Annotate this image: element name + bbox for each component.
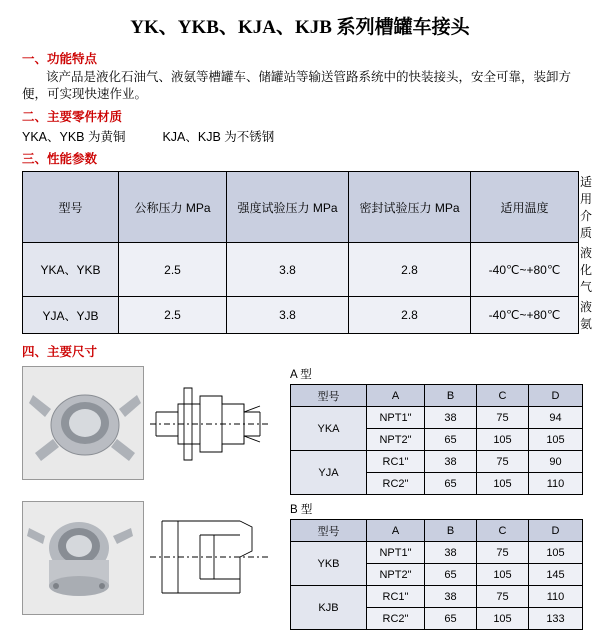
perf-cell-nominal: 2.5 [119, 243, 227, 297]
product-photo-b [22, 501, 144, 615]
size-b-cell-C: 75 [477, 586, 529, 608]
size-a-model-yka: YKA [291, 407, 367, 451]
size-a-cell-A: RC1" [367, 451, 425, 473]
size-b-cell-A: RC2" [367, 608, 425, 630]
size-b-col-model: 型号 [291, 520, 367, 542]
size-a-cell-C: 75 [477, 407, 529, 429]
size-a-col-A: A [367, 385, 425, 407]
perf-col-model: 型号 [23, 172, 119, 243]
table-row [291, 407, 583, 429]
perf-cell-strength: 3.8 [227, 243, 349, 297]
table-row: YKA、YKB 2.5 3.8 2.8 -40℃~+80℃ 液化气 [23, 243, 579, 297]
size-a-cell-C: 75 [477, 451, 529, 473]
perf-cell-nominal: 2.5 [119, 297, 227, 334]
dimension-row-a [22, 366, 600, 495]
size-table-b [290, 519, 583, 630]
performance-table [22, 171, 593, 334]
size-a-col-D: D [529, 385, 583, 407]
size-b-cell-D: 110 [529, 586, 583, 608]
perf-col-temperature: 适用温度 [471, 172, 579, 243]
table-row [291, 542, 583, 564]
size-a-col-B: B [425, 385, 477, 407]
size-a-col-model: 型号 [291, 385, 367, 407]
size-a-cell-B: 65 [425, 429, 477, 451]
size-table-b-wrap [290, 501, 583, 630]
page-title: YK、YKB、KJA、KJB 系列槽罐车接头 [130, 17, 470, 38]
size-a-cell-C: 105 [477, 473, 529, 495]
size-a-col-C: C [477, 385, 529, 407]
section-heading-performance: 三、性能参数 [22, 152, 98, 166]
size-b-cell-C: 105 [477, 564, 529, 586]
table-header-row [291, 520, 583, 542]
size-b-cell-B: 38 [425, 542, 477, 564]
perf-cell-model: YJA、YJB [23, 297, 119, 334]
size-b-cell-D: 145 [529, 564, 583, 586]
size-a-cell-D: 94 [529, 407, 583, 429]
size-a-cell-B: 38 [425, 407, 477, 429]
size-b-col-C: C [477, 520, 529, 542]
dimensions-area [0, 366, 600, 630]
size-b-cell-B: 65 [425, 564, 477, 586]
table-header-row [291, 385, 583, 407]
drawing-a-svg [148, 366, 278, 478]
technical-drawing-a [148, 366, 278, 478]
section-heading-features: 一、功能特点 [22, 52, 98, 66]
size-b-cell-B: 38 [425, 586, 477, 608]
size-b-cell-A: RC1" [367, 586, 425, 608]
size-b-col-A: A [367, 520, 425, 542]
perf-cell-model: YKA、YKB [23, 243, 119, 297]
perf-cell-temp: -40℃~+80℃ [471, 297, 579, 334]
size-b-cell-D: 133 [529, 608, 583, 630]
size-table-a [290, 384, 583, 495]
photo-b-illustration [23, 502, 143, 614]
perf-cell-seal: 2.8 [349, 297, 471, 334]
material-line-steel: KJA、KJB 为不锈钢 [162, 130, 275, 144]
size-b-model-kjb: KJB [291, 586, 367, 630]
table-row: YJA、YJB 2.5 3.8 2.8 -40℃~+80℃ 液 氨 [23, 297, 579, 334]
size-b-col-B: B [425, 520, 477, 542]
size-a-cell-A: NPT2" [367, 429, 425, 451]
product-photo-a [22, 366, 144, 480]
dimension-row-b [22, 501, 600, 630]
perf-col-seal-test: 密封试验压力 MPa [349, 172, 471, 243]
table-row [291, 451, 583, 473]
size-b-cell-D: 105 [529, 542, 583, 564]
technical-drawing-b [148, 501, 278, 613]
material-lines [22, 127, 600, 145]
section-heading-material: 二、主要零件材质 [22, 110, 123, 124]
size-a-cell-B: 38 [425, 451, 477, 473]
perf-col-strength-test: 强度试验压力 MPa [227, 172, 349, 243]
size-a-model-yja: YJA [291, 451, 367, 495]
perf-col-nominal-pressure: 公称压力 MPa [119, 172, 227, 243]
features-paragraph: 该产品是液化石油气、液氨等槽罐车、储罐站等输送管路系统中的快装接头，安全可靠，装卸方便，可实现快速作业。 [22, 70, 572, 101]
size-a-cell-B: 65 [425, 473, 477, 495]
size-a-cell-D: 90 [529, 451, 583, 473]
size-a-cell-D: 110 [529, 473, 583, 495]
size-a-cell-D: 105 [529, 429, 583, 451]
size-b-col-D: D [529, 520, 583, 542]
size-b-cell-A: NPT1" [367, 542, 425, 564]
size-table-a-wrap [290, 366, 583, 495]
size-a-cell-C: 105 [477, 429, 529, 451]
table-header-row: 型号 公称压力 MPa 强度试验压力 MPa 密封试验压力 MPa 适用温度 适用介质 [23, 172, 579, 243]
drawing-b-svg [148, 501, 278, 613]
section-heading-dimensions: 四、主要尺寸 [22, 345, 98, 359]
photo-a-illustration [23, 367, 143, 479]
perf-cell-temp: -40℃~+80℃ [471, 243, 579, 297]
perf-cell-strength: 3.8 [227, 297, 349, 334]
table-row [291, 586, 583, 608]
perf-cell-seal: 2.8 [349, 243, 471, 297]
size-b-model-ykb: YKB [291, 542, 367, 586]
size-a-cell-A: RC2" [367, 473, 425, 495]
type-label-b: B 型 [290, 504, 313, 516]
material-line-brass: YKA、YKB 为黄铜 [22, 130, 126, 144]
size-a-cell-A: NPT1" [367, 407, 425, 429]
size-b-cell-A: NPT2" [367, 564, 425, 586]
size-b-cell-B: 65 [425, 608, 477, 630]
size-b-cell-C: 105 [477, 608, 529, 630]
type-label-a: A 型 [290, 369, 312, 381]
size-b-cell-C: 75 [477, 542, 529, 564]
